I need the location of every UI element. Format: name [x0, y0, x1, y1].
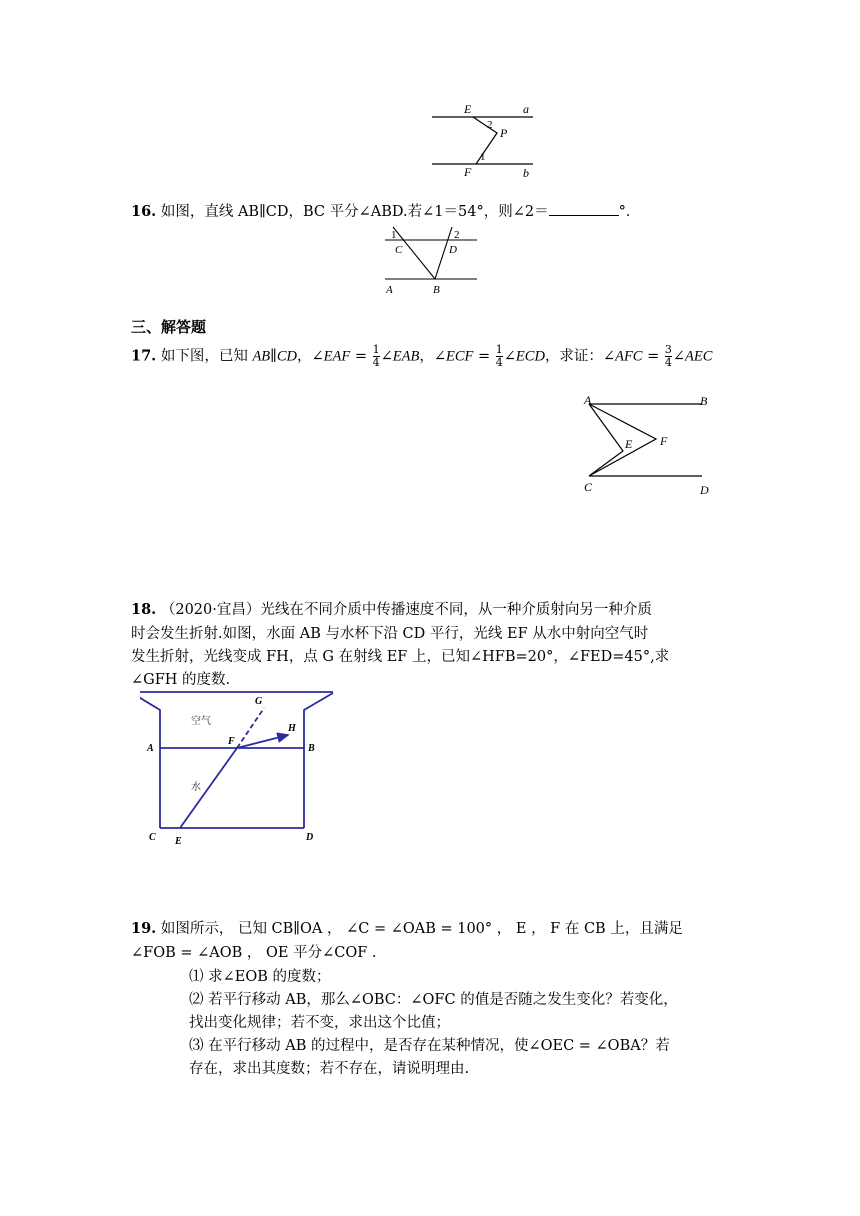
question-18-line-3: 发生折射，光线变成 FH，点 G 在射线 EF 上，已知∠HFB=20°，∠FED=45°,求 [131, 649, 670, 665]
label-A: A [386, 284, 393, 296]
label-C: C [584, 480, 593, 494]
label-angle-1: 1 [480, 151, 486, 163]
label-angle-2: 2 [454, 229, 460, 241]
question-number: 18. [131, 601, 157, 618]
label-angle-2: 2 [487, 119, 493, 131]
question-19-line-2: ∠FOB = ∠AOB ， OE 平分∠COF . [131, 945, 377, 961]
label-B: B [700, 394, 708, 408]
label-H: H [288, 723, 296, 734]
fraction-1-4: $\frac{1}{4}$ [372, 343, 380, 369]
question-end: °． [618, 204, 641, 220]
label-E: E [625, 437, 633, 451]
figure-18-water-cup [140, 688, 340, 850]
sub-question-1: ⑴ 求∠EOB 的度数； [189, 969, 331, 985]
math-ab-cd: AB∥CD [252, 348, 298, 365]
question-18-line-2: 时会发生折射.如图，水面 AB 与水杯下沿 CD 平行，光线 EF 从水中射向空气时 [131, 626, 649, 642]
answer-blank[interactable] [549, 201, 619, 216]
label-F: F [228, 736, 235, 747]
sub-question-3-cont: 存在，求出其度数；若不存在，请说明理由. [189, 1061, 470, 1077]
sub-question-3: ⑶ 在平行移动 AB 的过程中，是否存在某种情况，使∠OEC = ∠OBA？若 [189, 1038, 670, 1054]
fraction-3-4: $\frac{3}{4}$ [664, 343, 672, 369]
label-G: G [255, 696, 263, 707]
math-aec: ∠AEC [672, 348, 713, 365]
fraction-1-4: $\frac{1}{4}$ [495, 343, 503, 369]
label-F: F [660, 434, 668, 448]
label-B: B [308, 743, 315, 754]
label-C: C [149, 832, 156, 843]
label-F: F [464, 165, 472, 179]
math-afc: AFC [615, 348, 643, 365]
figure-16 [382, 222, 482, 298]
question-number: 17. [131, 347, 157, 365]
label-D: D [700, 483, 709, 497]
text-line-1: （2020·宜昌）光线在不同介质中传播速度不同，从一种介质射向另一种介质 [160, 602, 652, 618]
question-number: 19. [131, 920, 157, 937]
question-number: 16. [131, 203, 157, 220]
math-eab: ∠EAB [380, 348, 420, 365]
text-line-1: 如图所示， 已知 CB∥OA ， ∠C = ∠OAB = 100° ， E ， F 在 CB 上，且满足 [160, 921, 683, 937]
question-19 [131, 919, 683, 939]
text: ，∠ [419, 348, 447, 365]
question-18-line-4: ∠GFH 的度数. [131, 672, 231, 688]
sub-question-2-cont: 找出变化规律；若不变，求出这个比值； [189, 1015, 450, 1031]
figure-17 [578, 390, 718, 502]
sub-question-2: ⑵ 若平行移动 AB，那么∠OBC：∠OFC 的值是否随之发生变化？若变化， [189, 992, 678, 1008]
math-eaf: EAF [323, 348, 351, 365]
label-b: b [523, 166, 529, 180]
figure-parallel-ep-pf [425, 97, 540, 181]
question-18 [131, 600, 652, 620]
question-text: 如图，直线 AB∥CD，BC 平分∠ABD.若∠1＝54°，则∠2＝ [160, 204, 549, 220]
label-A: A [147, 743, 154, 754]
text: = [642, 348, 664, 365]
label-E: E [464, 102, 472, 116]
text: = [350, 348, 372, 365]
label-angle-1: 1 [391, 229, 397, 241]
text: = [473, 348, 495, 365]
section-heading: 三、解答题 [131, 318, 207, 336]
label-a: a [523, 102, 529, 116]
label-air: 空气 [191, 716, 211, 727]
label-B: B [433, 284, 440, 296]
math-ecd: ∠ECD [503, 348, 545, 365]
text: ，∠ [297, 348, 324, 365]
label-D: D [306, 832, 314, 843]
text: 如下图，已知 [160, 348, 248, 365]
label-E: E [175, 836, 182, 847]
label-P: P [500, 126, 508, 140]
label-A: A [584, 393, 592, 407]
label-D: D [449, 244, 457, 256]
math-ecf: ECF [446, 348, 474, 365]
question-17 [131, 344, 712, 369]
text: ，求证：∠ [544, 348, 616, 365]
question-16 [131, 201, 640, 222]
label-water: 水 [191, 782, 201, 793]
label-C: C [395, 244, 403, 256]
